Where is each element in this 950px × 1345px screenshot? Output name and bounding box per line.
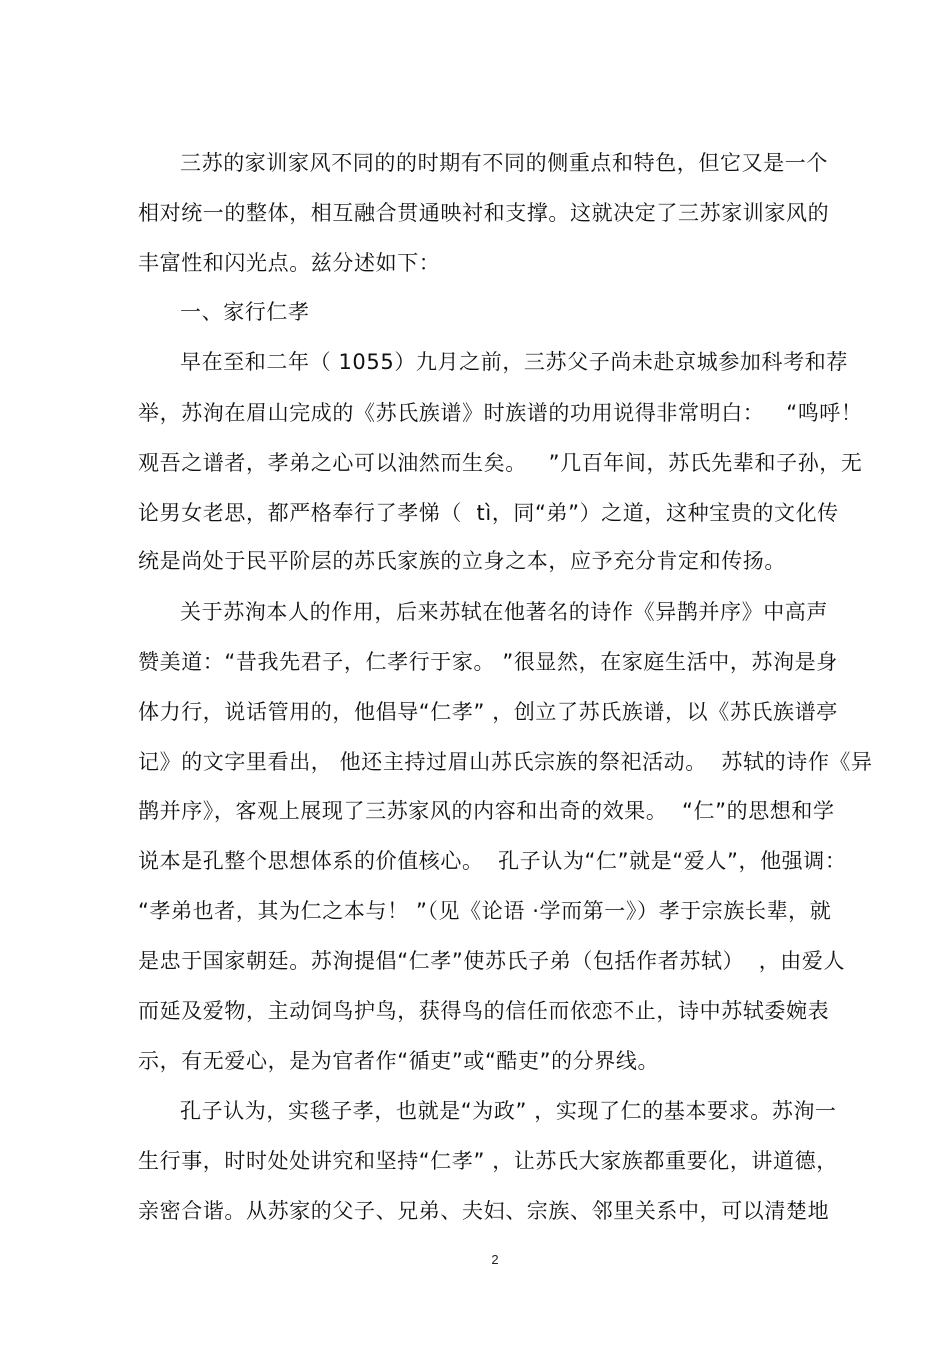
text-line: 记》的文字里看出， 他还主持过眉山苏氏宗族的祭祀活动。 苏轼的诗作《异	[138, 750, 873, 774]
text-line: 赞美道：“昔我先君子，仁孝行于家。 ”很显然，在家庭生活中，苏洵是身	[138, 650, 838, 674]
text-line: 是忠于国家朝廷。苏洵提倡“仁孝”使苏氏子弟（包括作者苏轼） ，由爱人	[138, 949, 846, 973]
page-number: 2	[491, 1252, 499, 1267]
text-line: “孝弟也者，其为仁之本与！ ”（见《论语 ·学而第一》）孝于宗族长辈，就	[138, 899, 832, 923]
text-line: 体力行，说话管用的，他倡导“仁孝” ，创立了苏氏族谱，以《苏氏族谱亭	[138, 700, 838, 724]
text-line: 观吾之谱者，孝弟之心可以油然而生矣。 ”几百年间，苏氏先辈和子孙，无	[138, 451, 863, 475]
text-line: 而延及爱物，主动饲鸟护鸟，获得鸟的信任而依恋不止，诗中苏轼委婉表	[138, 999, 830, 1023]
text-line: 相对统一的整体，相互融合贯通映衬和支撑。这就决定了三苏家训家风的	[138, 201, 830, 225]
text-line: 关于苏洵本人的作用，后来苏轼在他著名的诗作《异鹊并序》中高声	[180, 600, 828, 624]
text-line: 丰富性和闪光点。兹分述如下：	[138, 251, 441, 275]
text-line: 鹊并序》，客观上展现了三苏家风的内容和出奇的效果。 “仁”的思想和学	[138, 799, 835, 823]
text-line: 论男女老思，都严格奉行了孝悌（ tì，同“弟”）之道，这种宝贵的文化传	[138, 501, 839, 525]
text-line: 说本是孔整个思想体系的价值核心。 孔子认为“仁”就是“爱人”，他强调：	[138, 849, 847, 873]
text-line: 示，有无爱心，是为官者作“循吏”或“酷吏”的分界线。	[138, 1049, 660, 1073]
section-heading: 一、家行仁孝	[180, 300, 310, 324]
text-line: 统是尚处于民平阶层的苏氏家族的立身之本，应予充分肯定和传扬。	[138, 549, 786, 573]
text-line: 生行事，时时处处讲究和坚持“仁孝” ，让苏氏大家族都重要化，讲道德，	[138, 1149, 838, 1173]
text-line: 早在至和二年（ 1055）九月之前，三苏父子尚未赴京城参加科考和荐	[180, 350, 848, 374]
text-line: 亲密合谐。从苏家的父子、兄弟、夫妇、宗族、邻里关系中，可以清楚地	[138, 1199, 830, 1223]
text-line: 举，苏洵在眉山完成的《苏氏族谱》时族谱的功用说得非常明白： “鸣呼！	[138, 401, 863, 425]
text-line: 三苏的家训家风不同的的时期有不同的侧重点和特色，但它又是一个	[180, 151, 828, 175]
text-line: 孔子认为，实毯子孝，也就是“为政” ，实现了仁的基本要求。苏洵一	[180, 1099, 837, 1123]
